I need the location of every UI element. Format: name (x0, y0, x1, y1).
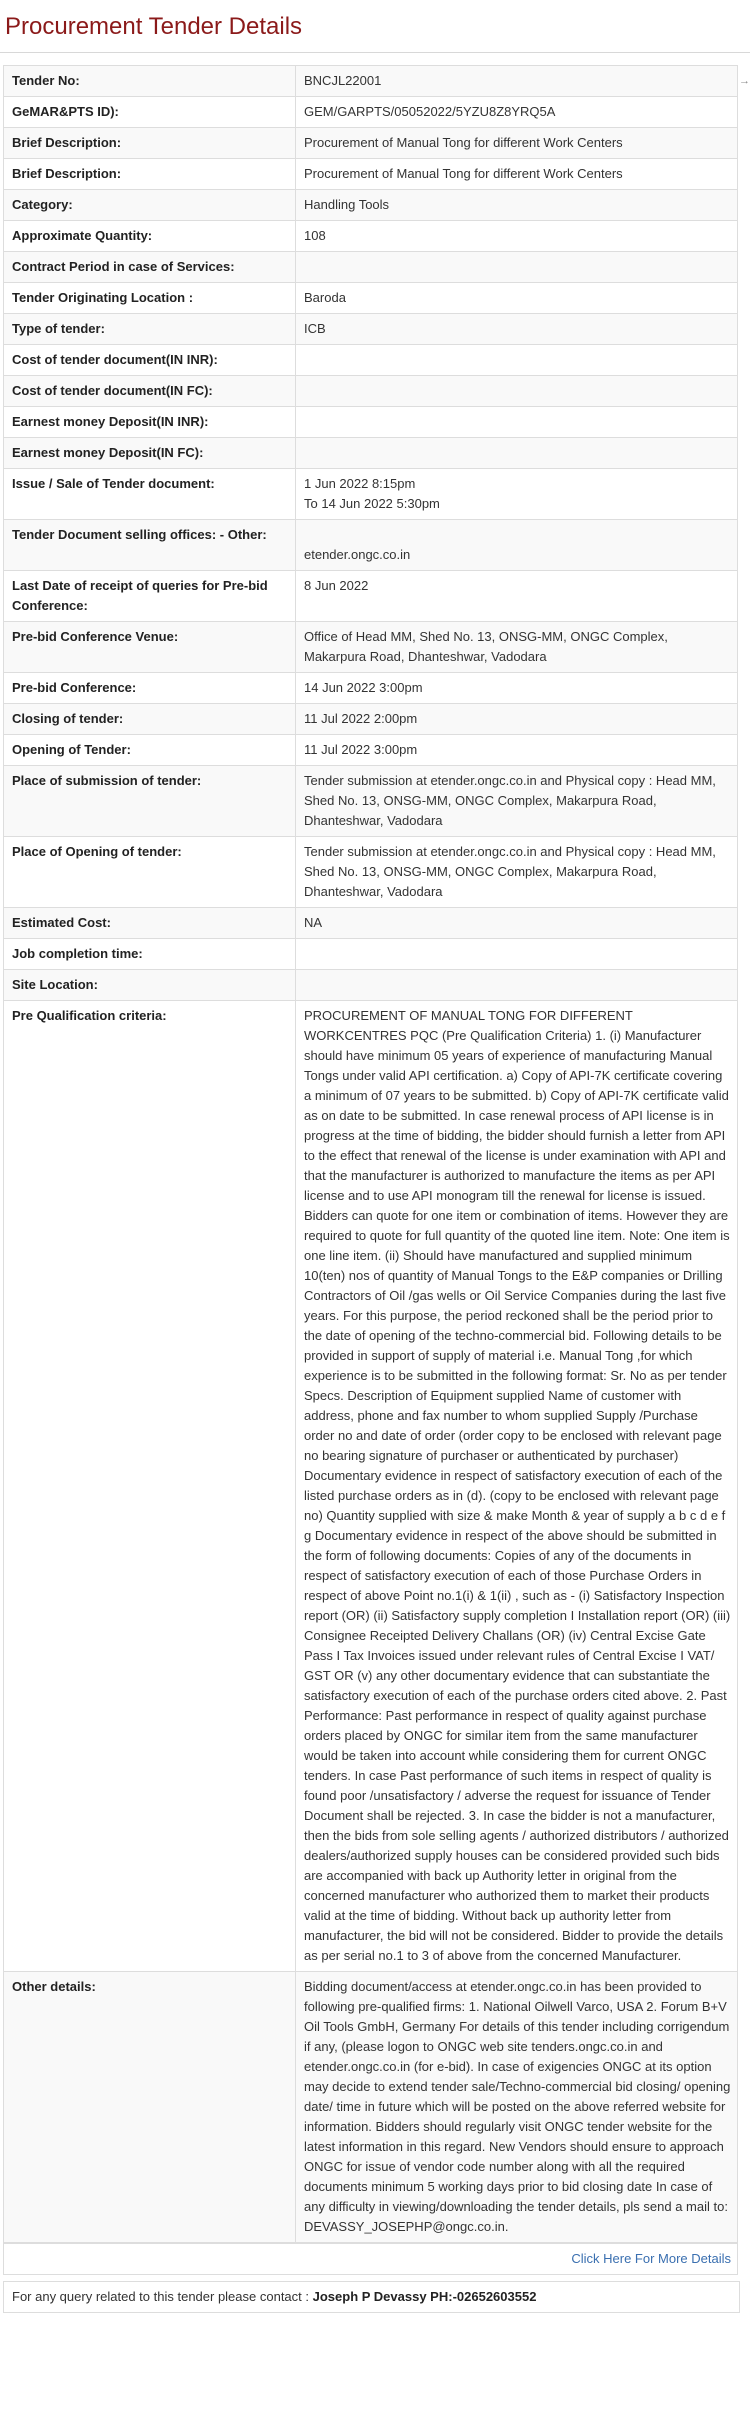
field-value-line: etender.ongc.co.in (304, 547, 411, 562)
scroll-arrow-icon: → (739, 75, 750, 87)
field-value (296, 283, 738, 314)
page-title: Procurement Tender Details (0, 0, 750, 53)
field-label: GeMAR&PTS ID): (4, 97, 296, 128)
field-value (296, 252, 738, 283)
tender-details-body (4, 66, 738, 2243)
tender-row (4, 970, 738, 1001)
field-value-line (304, 257, 731, 277)
field-value-line (304, 381, 731, 401)
field-value (296, 673, 738, 704)
field-value (296, 970, 738, 1001)
more-details-link[interactable]: Click Here For More Details (571, 2251, 731, 2266)
field-value (296, 939, 738, 970)
tender-row (4, 673, 738, 704)
field-value (296, 622, 738, 673)
field-value-line (304, 525, 731, 545)
field-label: Earnest money Deposit(IN FC): (4, 438, 296, 469)
field-value (296, 407, 738, 438)
tender-row (4, 128, 738, 159)
tender-row (4, 159, 738, 190)
field-value (296, 704, 738, 735)
field-value (296, 190, 738, 221)
tender-row (4, 314, 738, 345)
tender-row (4, 190, 738, 221)
field-value-line: 11 Jul 2022 3:00pm (304, 742, 418, 757)
field-value (296, 571, 738, 622)
field-value-line (304, 944, 731, 964)
field-value-line: Office of Head MM, Shed No. 13, ONSG-MM, ONGC Complex, Makarpura Road, Dhanteshwar, Vadodara (304, 629, 668, 664)
field-value-line: 11 Jul 2022 2:00pm (304, 711, 418, 726)
field-value-line (304, 412, 731, 432)
field-label: Closing of tender: (4, 704, 296, 735)
tender-details-container (0, 53, 750, 2313)
field-label: Tender Originating Location : (4, 283, 296, 314)
tender-row (4, 939, 738, 970)
field-value-line: PROCUREMENT OF MANUAL TONG FOR DIFFERENT WORKCENTRES PQC (Pre Qualification Criteria) 1. (i) Manufacturer should have minimum 05 years of experience of manufacturing Manual Tongs under valid API certification. a) Copy of API-7K certificate covering a minimum of 07 years to be submitted. b) Copy of API-7K certificate valid as on date to be submitted. In case renewal process of API license is in progress at the time of bidding, the bidder should furnish a letter from API to the effect that renewal of the license is under examination with API and that the manufacturer is authorized to manufacture the items as per API license and to use API monogram till the renewal for license is issued. Bidders can quote for one item or combination of items. However they are required to quote for full quantity of the quoted line item. Note: One item is one line item. (ii) Should have manufactured and supplied minimum 10(ten) nos of quantity of Manual Tongs to the E&P companies or Drilling Contractors of Oil /gas wells or Oil Service Companies during the last five years. For this purpose, the period reckoned shall be the period prior to the date of opening of the techno-commercial bid. Following details to be provided in support of supply of material i.e. Manual Tong ,for which experience is to be submitted in the following format: Sr. No as per tender Specs. Description of Equipment supplied Name of customer with address, phone and fax number to whom supplied Supply /Purchase order no and date of order (order copy to be enclosed with relevant page no bearing signature of purchaser or authenticated by purchaser) Documentary evidence in respect of satisfactory execution of each of the listed purchase orders as in (d). (copy to be enclosed with relevant page no) Quantity supplied with size & make Month & year of supply a b c d e f g Documentary evidence in respect of the above should be submitted in the form of following documents: Copies of any of the documents in respect of satisfactory execution of each of those Purchase Orders in respect of above Point no.1(i) & 1(ii) , such as - (i) Satisfactory Inspection report (OR) (ii) Satisfactory supply completion I Installation report (OR) (iii) Consignee Receipted Delivery Challans (OR) (iv) Central Excise Gate Pass I Tax Invoices issued under relevant rules of Central Excise I VAT/ GST OR (v) any other documentary evidence that can substantiate the satisfactory execution of each of the purchase orders cited above. 2. Past Performance: Past performance in respect of quality against purchase orders placed by ONGC for similar item from the same manufacturer would be taken into account while considering them for current ONGC tenders. In case Past performance of such items in respect of quality is found poor /unsatisfactory / adverse the request for issuance of Tender Document shall be rejected. 3. In case the bidder is not a manufacturer, then the bids from sole selling agents / authorized distributors / authorized dealers/authorized supply houses can be considered provided such bids are accompanied with back up Authority letter in original from the concerned manufacturer who authorized them to market their products valid at the time of bidding. Without back up authority letter from manufacturer, the bid will not be considered. Bidder to provide the details as per serial no.1 to 3 of above from the concerned Manufacturer. (304, 1008, 731, 1963)
tender-row (4, 520, 738, 571)
tender-row (4, 622, 738, 673)
tender-row (4, 252, 738, 283)
field-value-line: ICB (304, 321, 326, 336)
field-value (296, 376, 738, 407)
field-value-line: BNCJL22001 (304, 73, 382, 88)
tender-row (4, 407, 738, 438)
tender-row (4, 908, 738, 939)
field-value (296, 314, 738, 345)
field-value (296, 128, 738, 159)
tender-row (4, 735, 738, 766)
field-value-line: NA (304, 915, 323, 930)
tender-row (4, 704, 738, 735)
field-label: Last Date of receipt of queries for Pre-bid Conference: (4, 571, 296, 622)
field-value (296, 908, 738, 939)
field-label: Opening of Tender: (4, 735, 296, 766)
tender-row (4, 469, 738, 520)
field-value-line: 108 (304, 228, 326, 243)
tender-row (4, 283, 738, 314)
field-label: Type of tender: (4, 314, 296, 345)
field-value-line: 1 Jun 2022 8:15pm (304, 476, 416, 491)
field-label: Site Location: (4, 970, 296, 1001)
field-label: Estimated Cost: (4, 908, 296, 939)
field-value-line (304, 443, 731, 463)
field-value-line: To 14 Jun 2022 5:30pm (304, 496, 440, 511)
field-value (296, 735, 738, 766)
field-value (296, 159, 738, 190)
field-value-line: Procurement of Manual Tong for different Work Centers (304, 166, 623, 181)
field-label: Brief Description: (4, 128, 296, 159)
field-value-line: Tender submission at etender.ongc.co.in and Physical copy : Head MM, Shed No. 13, ONSG-MM, ONGC Complex, Makarpura Road, Dhanteshwar, Vadodara (304, 844, 716, 899)
field-label: Job completion time: (4, 939, 296, 970)
contact-prefix: For any query related to this tender please contact : (12, 2289, 313, 2304)
tender-row (4, 97, 738, 128)
tender-row (4, 766, 738, 837)
field-label: Cost of tender document(IN INR): (4, 345, 296, 376)
field-label: Pre-bid Conference: (4, 673, 296, 704)
field-value-line: 8 Jun 2022 (304, 578, 369, 593)
field-label: Category: (4, 190, 296, 221)
field-value-line (304, 975, 731, 995)
field-label: Place of Opening of tender: (4, 837, 296, 908)
tender-row (4, 837, 738, 908)
tender-row (4, 376, 738, 407)
tender-row (4, 345, 738, 376)
tender-row (4, 221, 738, 252)
field-value-line: Tender submission at etender.ongc.co.in and Physical copy : Head MM, Shed No. 13, ONSG-MM, ONGC Complex, Makarpura Road, Dhanteshwar, Vadodara (304, 773, 716, 828)
field-label: Brief Description: (4, 159, 296, 190)
field-label: Approximate Quantity: (4, 221, 296, 252)
contact-name-phone: Joseph P Devassy PH:-02652603552 (312, 2289, 537, 2304)
field-label: Cost of tender document(IN FC): (4, 376, 296, 407)
field-label: Contract Period in case of Services: (4, 252, 296, 283)
field-value-line: Bidding document/access at etender.ongc.co.in has been provided to following pre-qualified firms: 1. National Oilwell Varco, USA 2. Forum B+V Oil Tools GmbH, Germany For details of this tender including corrigendum if any, (please logon to ONGC web site tenders.ongc.co.in and etender.ongc.co.in (for e-bid). In case of exigencies ONGC at its option may decide to extend tender sale/Techno-commercial bid closing/ opening date/ time in future which will be posted on the above referred website for information. Bidders should regularly visit ONGC tender website for the latest information in this regard. New Vendors should ensure to approach ONGC for issue of vendor code number along with all the required documents minimum 5 working days prior to bid closing date In case of any difficulty in viewing/downloading the tender details, pls send a mail to: DEVASSY_JOSEPHP@ongc.co.in. (304, 1979, 731, 2234)
field-value (296, 345, 738, 376)
contact-footer (3, 2281, 740, 2313)
field-label: Pre Qualification criteria: (4, 1001, 296, 1972)
field-label: Earnest money Deposit(IN INR): (4, 407, 296, 438)
field-value-line: GEM/GARPTS/05052022/5YZU8Z8YRQ5A (304, 104, 556, 119)
more-details-table (3, 2243, 738, 2275)
more-details-cell (4, 2244, 738, 2275)
field-label: Tender Document selling offices: - Other: (4, 520, 296, 571)
field-value (296, 438, 738, 469)
more-details-row (4, 2244, 738, 2275)
field-label: Tender No: (4, 66, 296, 97)
field-value (296, 66, 738, 97)
tender-row (4, 1001, 738, 1972)
field-value (296, 1001, 738, 1972)
field-value-line: 14 Jun 2022 3:00pm (304, 680, 423, 695)
field-label: Other details: (4, 1972, 296, 2243)
field-value (296, 1972, 738, 2243)
field-label: Place of submission of tender: (4, 766, 296, 837)
field-value-line: Handling Tools (304, 197, 390, 212)
tender-details-table (3, 65, 738, 2243)
tender-row (4, 1972, 738, 2243)
field-value-line: Procurement of Manual Tong for different Work Centers (304, 135, 623, 150)
field-value (296, 520, 738, 571)
tender-row (4, 66, 738, 97)
field-value (296, 837, 738, 908)
field-value-line: Baroda (304, 290, 346, 305)
tender-row (4, 571, 738, 622)
field-value (296, 469, 738, 520)
field-value-line (304, 350, 731, 370)
field-value (296, 97, 738, 128)
field-label: Issue / Sale of Tender document: (4, 469, 296, 520)
field-label: Pre-bid Conference Venue: (4, 622, 296, 673)
tender-row (4, 438, 738, 469)
field-value (296, 766, 738, 837)
field-value (296, 221, 738, 252)
